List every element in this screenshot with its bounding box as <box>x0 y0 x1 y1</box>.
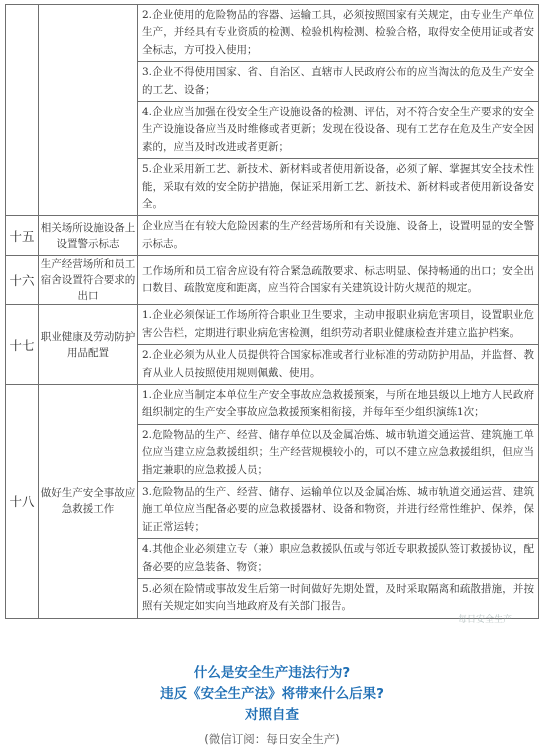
requirement-paragraph: 企业应当在有较大危险因素的生产经营场所和有关设施、设备上，设置明显的安全警示标志。 <box>142 220 534 250</box>
row-item-title: 生产经营场所和员工宿舍设置符合要求的出口 <box>39 256 138 305</box>
row-number: 十五 <box>6 216 39 256</box>
requirement-paragraph: 3.危险物品的生产、经营、储存、运输单位以及金属冶炼、城市轨道交通运营、建筑施工单位应当配备必要的应急救援器材、设备和物资，并进行经常性维护、保养，保证正常运转； <box>138 481 538 538</box>
table-row <box>6 305 539 385</box>
table-row <box>6 216 539 256</box>
table-row <box>6 256 539 305</box>
requirement-paragraph: 3.企业不得使用国家、省、自治区、直辖市人民政府公布的应当淘汰的危及生产安全的工艺、设备； <box>138 61 538 101</box>
requirement-paragraph: 5.企业采用新工艺、新技术、新材料或者使用新设备，必须了解、掌握其安全技术性能，采取有效的安全防护措施，保证采用新工艺、新技术、新材料或者使用新设备安全。 <box>138 158 538 215</box>
row-number <box>6 5 39 216</box>
table-row <box>6 384 539 618</box>
footer-title: 对照自查 <box>245 707 299 723</box>
requirement-paragraph: 4.其他企业必须建立专（兼）职应急救援队伍或与邻近专职救援队签订救援协议，配备必要的应急装备、物资； <box>138 538 538 578</box>
footer-question-2: 违反《安全生产法》将带来什么后果? <box>160 686 384 702</box>
table-row <box>6 5 539 216</box>
row-requirements <box>138 256 539 305</box>
footer-question-1: 什么是安全生产违法行为? <box>193 665 351 681</box>
row-requirements <box>138 384 539 618</box>
row-item-title: 职业健康及劳动防护用品配置 <box>39 305 138 385</box>
footer <box>0 663 544 749</box>
requirement-paragraph: 2.企业必须为从业人员提供符合国家标准或者行业标准的劳动防护用品，并监督、教育从业人员按照使用规则佩戴、使用。 <box>138 344 538 384</box>
requirement-paragraph: 1.企业必须保证工作场所符合职业卫生要求，主动申报职业病危害项目，设置职业危害公告栏，定期进行职业病危害检测，组织劳动者职业健康检查并建立监护档案。 <box>142 309 534 339</box>
row-number: 十七 <box>6 305 39 385</box>
row-item-title <box>39 5 138 216</box>
row-requirements <box>138 216 539 256</box>
requirement-paragraph: 1.企业应当制定本单位生产安全事故应急救援预案，与所在地县级以上地方人民政府组织制定的生产安全事故应急救援预案相衔接，并每年至少组织演练1次； <box>142 388 534 419</box>
requirement-paragraph: 2.企业使用的危险物品的容器、运输工具，必须按照国家有关规定，由专业生产单位生产，并经具有专业资质的检测、检验机构检测、检验合格，取得安全使用证或者安全标志，方可投入使用； <box>142 9 534 56</box>
requirement-paragraph: 4.企业应当加强在役安全生产设施设备的检测、评估，对不符合安全生产要求的安全生产设施设备应当及时维修或者更新；发现在役设备、现有工艺存在危及生产安全因素的，应当及时改进或者更新； <box>138 101 538 158</box>
requirement-paragraph: 5.必须在险情或事故发生后第一时间做好先期处置，及时采取隔离和疏散措施，并按照有关规定如实向当地政府及有关部门报告。 <box>138 578 538 618</box>
regulation-table <box>5 4 539 619</box>
subscribe-note: (微信订阅：每日安全生产) <box>204 732 340 746</box>
row-requirements <box>138 305 539 385</box>
row-number: 十六 <box>6 256 39 305</box>
row-requirements <box>138 5 539 216</box>
row-item-title: 做好生产安全事故应急救援工作 <box>39 384 138 618</box>
requirement-paragraph: 2.危险物品的生产、经营、储存单位以及金属冶炼、城市轨道交通运营、建筑施工单位应当建立应急救援组织；生产经营规模较小的，可以不建立应急救援组织，但应当指定兼职的应急救援人员； <box>138 424 538 481</box>
row-number: 十八 <box>6 384 39 618</box>
watermark: 每日安全生产 <box>458 615 513 625</box>
row-item-title: 相关场所设施设备上设置警示标志 <box>39 216 138 256</box>
requirement-paragraph: 工作场所和员工宿舍应设有符合紧急疏散要求、标志明显、保持畅通的出口；安全出口数目、疏散宽度和距离，应当符合国家有关建筑设计防火规范的规定。 <box>142 264 534 295</box>
